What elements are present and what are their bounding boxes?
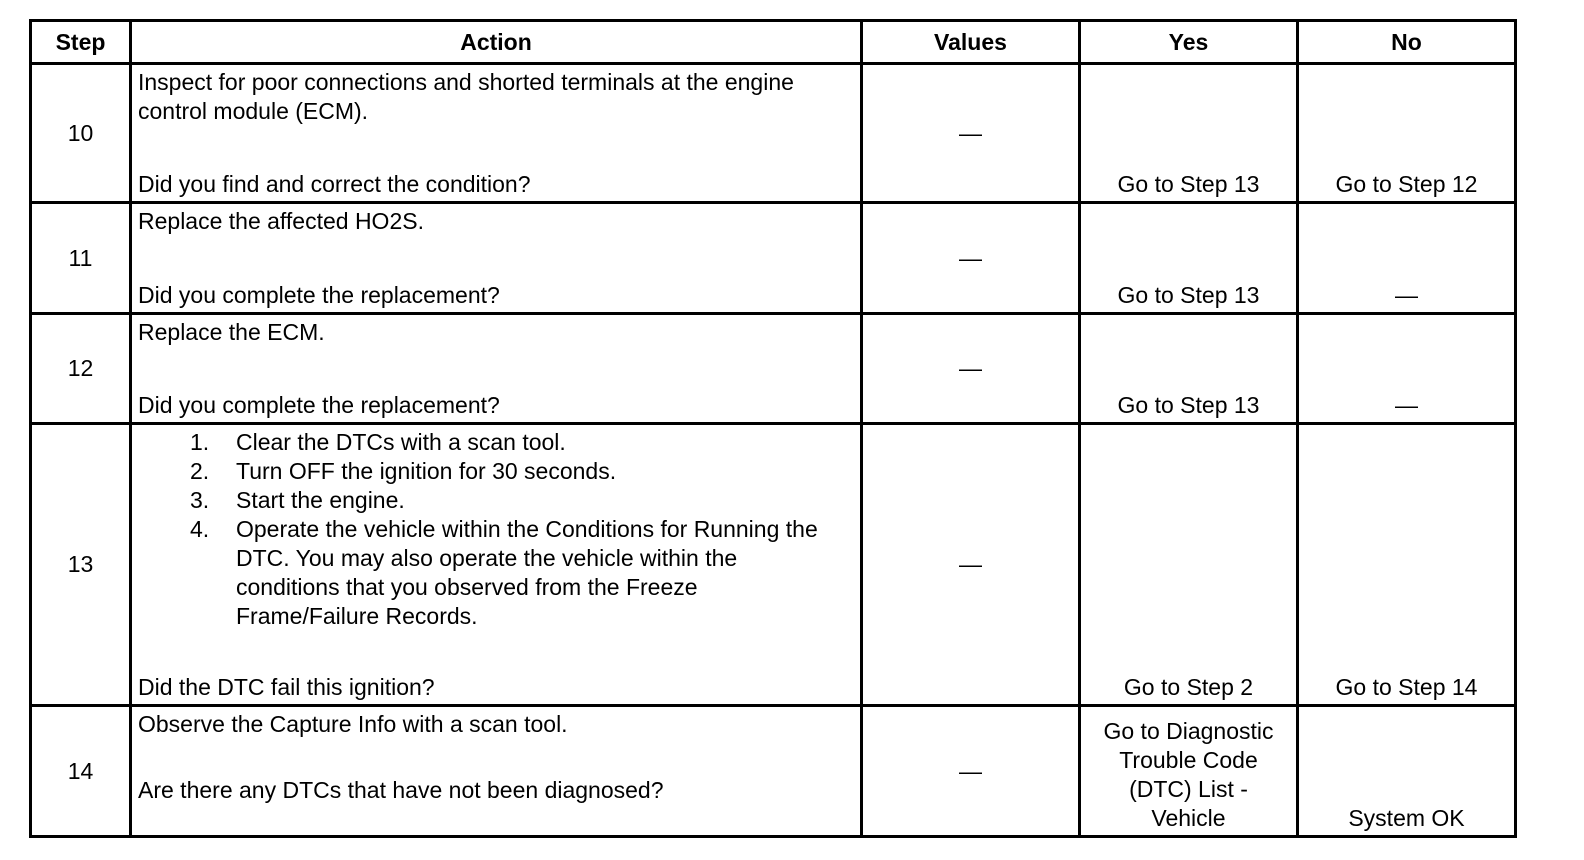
step-number: 13	[31, 424, 131, 706]
step-number: 12	[31, 314, 131, 424]
list-text: Start the engine.	[236, 487, 405, 513]
yes-cell: Go to Step 2	[1080, 424, 1298, 706]
yes-cell: Go to Step 13	[1080, 203, 1298, 314]
action-cell	[131, 706, 862, 837]
header-values: Values	[862, 21, 1080, 64]
yes-cell	[1080, 706, 1298, 837]
list-text: Turn OFF the ignition for 30 seconds.	[236, 458, 617, 484]
action-question: Did the DTC fail this ignition?	[138, 674, 435, 700]
table-row	[31, 424, 1516, 706]
action-text: Inspect for poor connections and shorted terminals at the engine control module (ECM).	[138, 69, 794, 124]
list-number: 3.	[190, 487, 210, 513]
values-cell: —	[862, 424, 1080, 706]
step-number: 11	[31, 203, 131, 314]
action-question: Are there any DTCs that have not been diagnosed?	[138, 777, 664, 803]
header-action: Action	[131, 21, 862, 64]
header-row	[31, 21, 1516, 64]
diagnostic-table	[29, 19, 1517, 838]
action-cell	[131, 203, 862, 314]
values-cell: —	[862, 64, 1080, 203]
table-row	[31, 64, 1516, 203]
values-cell: —	[862, 706, 1080, 837]
header-no: No	[1298, 21, 1516, 64]
list-item	[190, 457, 856, 486]
list-item	[190, 515, 836, 631]
action-cell	[131, 424, 862, 706]
no-cell: System OK	[1298, 706, 1516, 837]
no-cell: Go to Step 14	[1298, 424, 1516, 706]
table-row	[31, 314, 1516, 424]
action-question: Did you find and correct the condition?	[138, 171, 531, 197]
yes-cell: Go to Step 13	[1080, 64, 1298, 203]
list-text: Operate the vehicle within the Conditions for Running the DTC. You may also operate the vehicle within the conditions that you observed from the Freeze Frame/Failure Records.	[236, 516, 818, 629]
action-cell	[131, 64, 862, 203]
yes-cell: Go to Step 13	[1080, 314, 1298, 424]
list-number: 1.	[190, 429, 210, 455]
no-cell: —	[1298, 314, 1516, 424]
action-text: Replace the affected HO2S.	[138, 208, 424, 234]
step-number: 14	[31, 706, 131, 837]
header-step: Step	[31, 21, 131, 64]
list-item	[190, 428, 856, 457]
yes-text: Go to Diagnostic Trouble Code (DTC) List - Vehicle	[1103, 718, 1274, 831]
header-yes: Yes	[1080, 21, 1298, 64]
step-number: 10	[31, 64, 131, 203]
action-text: Observe the Capture Info with a scan tool.	[138, 711, 568, 737]
action-question: Did you complete the replacement?	[138, 392, 500, 418]
action-cell	[131, 314, 862, 424]
values-cell: —	[862, 203, 1080, 314]
list-number: 4.	[190, 516, 210, 542]
no-cell: Go to Step 12	[1298, 64, 1516, 203]
list-number: 2.	[190, 458, 210, 484]
table-row	[31, 706, 1516, 837]
action-question: Did you complete the replacement?	[138, 282, 500, 308]
list-item	[190, 486, 856, 515]
no-cell: —	[1298, 203, 1516, 314]
table-row	[31, 203, 1516, 314]
list-text: Clear the DTCs with a scan tool.	[236, 429, 566, 455]
values-cell: —	[862, 314, 1080, 424]
procedure-list	[138, 428, 856, 631]
action-text: Replace the ECM.	[138, 319, 325, 345]
